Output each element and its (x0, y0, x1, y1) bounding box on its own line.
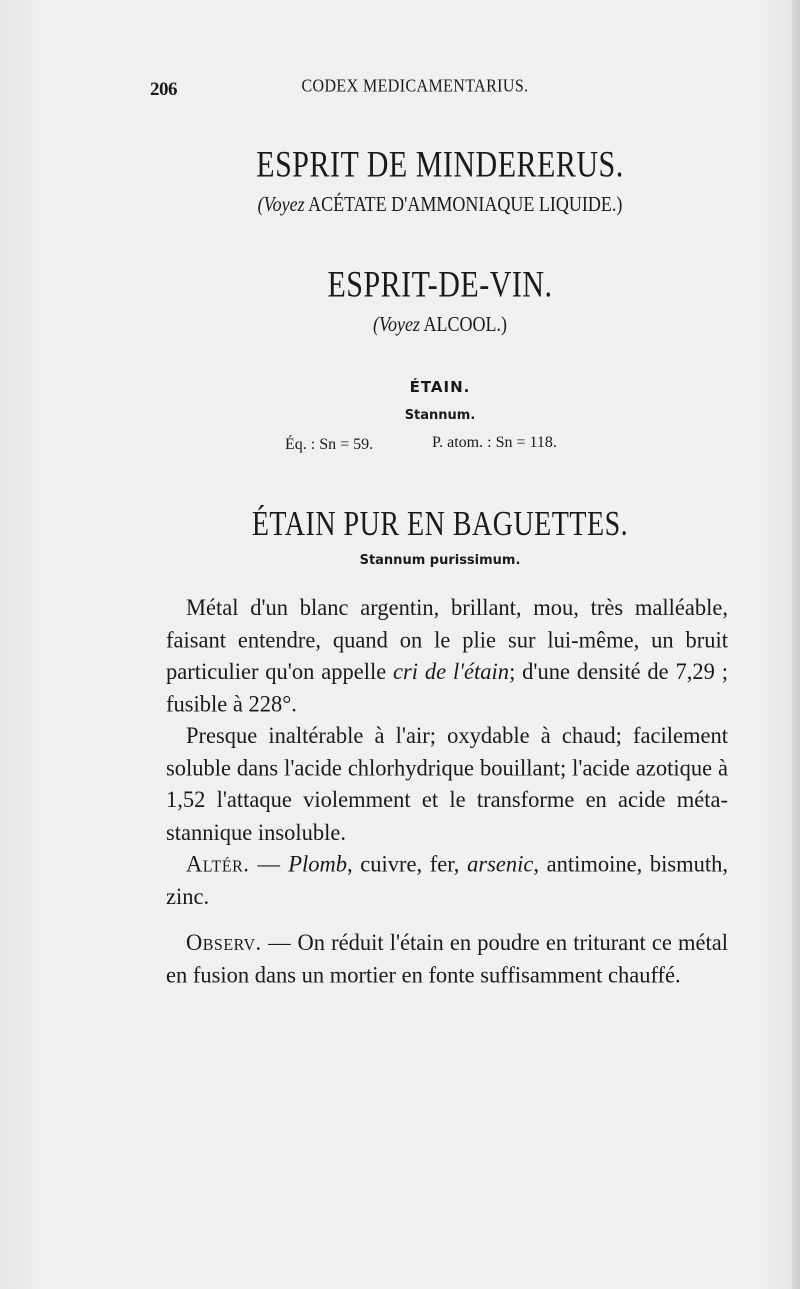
paragraph-observation (166, 927, 728, 991)
latin-name-stannum: Stannum. (404, 408, 476, 423)
observ-text: On réduit l'étain en poudre en triturant ce métal en fusion dans un mortier en fonte suffisamment chauffé. (166, 929, 729, 988)
see-target: ALCOOL.) (423, 312, 507, 336)
paragraph-text: ; d'une densité de 7,29 ; fusible à 228°. (166, 658, 728, 717)
page-edge-shadow (792, 0, 800, 1289)
see-prefix: (Voyez (257, 192, 305, 216)
paragraph-description (166, 592, 728, 720)
alter-text-end: , antimoine, bismuth, zinc. (166, 850, 728, 909)
see-target: ACÉTATE D'AMMONIAQUE LIQUIDE.) (308, 192, 623, 216)
paragraph-properties: Presque inaltérable à l'air; oxydable à chaud; facilement soluble dans l'acide chlorhydrique bouillant; l'acide azotique à 1,52 l'attaque violemment et le transforme en acide méta-stannique insoluble. (166, 722, 728, 845)
atomic-weight-formula: P. atom. : Sn = 118. (432, 434, 557, 451)
equivalent-formula: Éq. : Sn = 59. (285, 436, 374, 453)
alter-text: , cuivre, fer, (346, 850, 460, 877)
latin-name-stannum-purissimum: Stannum purissimum. (359, 553, 521, 568)
body-text (166, 592, 728, 991)
cross-reference-esprit-de-vin (0, 312, 800, 336)
heading-etain-pur-en-baguettes: ÉTAIN PUR EN BAGUETTES. (251, 505, 629, 544)
heading-esprit-de-vin: ESPRIT-DE-VIN. (327, 263, 553, 305)
page-number: 206 (150, 79, 177, 100)
paragraph-text: Métal d'un blanc argentin, brillant, mou, très malléable, faisant entendre, quand on le plie sur lui-même, un bruit particulier qu'on appelle (166, 594, 728, 685)
observ-label: Observ. — (186, 929, 292, 956)
paragraph-alterations (166, 848, 728, 912)
heading-esprit-de-mindererus: ESPRIT DE MINDERERUS. (256, 143, 624, 185)
see-prefix: (Voyez (373, 312, 420, 336)
alter-label: Altér. — (186, 850, 281, 877)
alter-arsenic: arsenic (467, 850, 534, 877)
running-title: CODEX MEDICAMENTARIUS. (301, 76, 529, 97)
italic-term: cri de l'étain (393, 658, 510, 685)
cross-reference-mindererus (0, 192, 800, 216)
alter-plomb: Plomb (288, 850, 347, 877)
heading-etain: ÉTAIN. (409, 378, 471, 396)
